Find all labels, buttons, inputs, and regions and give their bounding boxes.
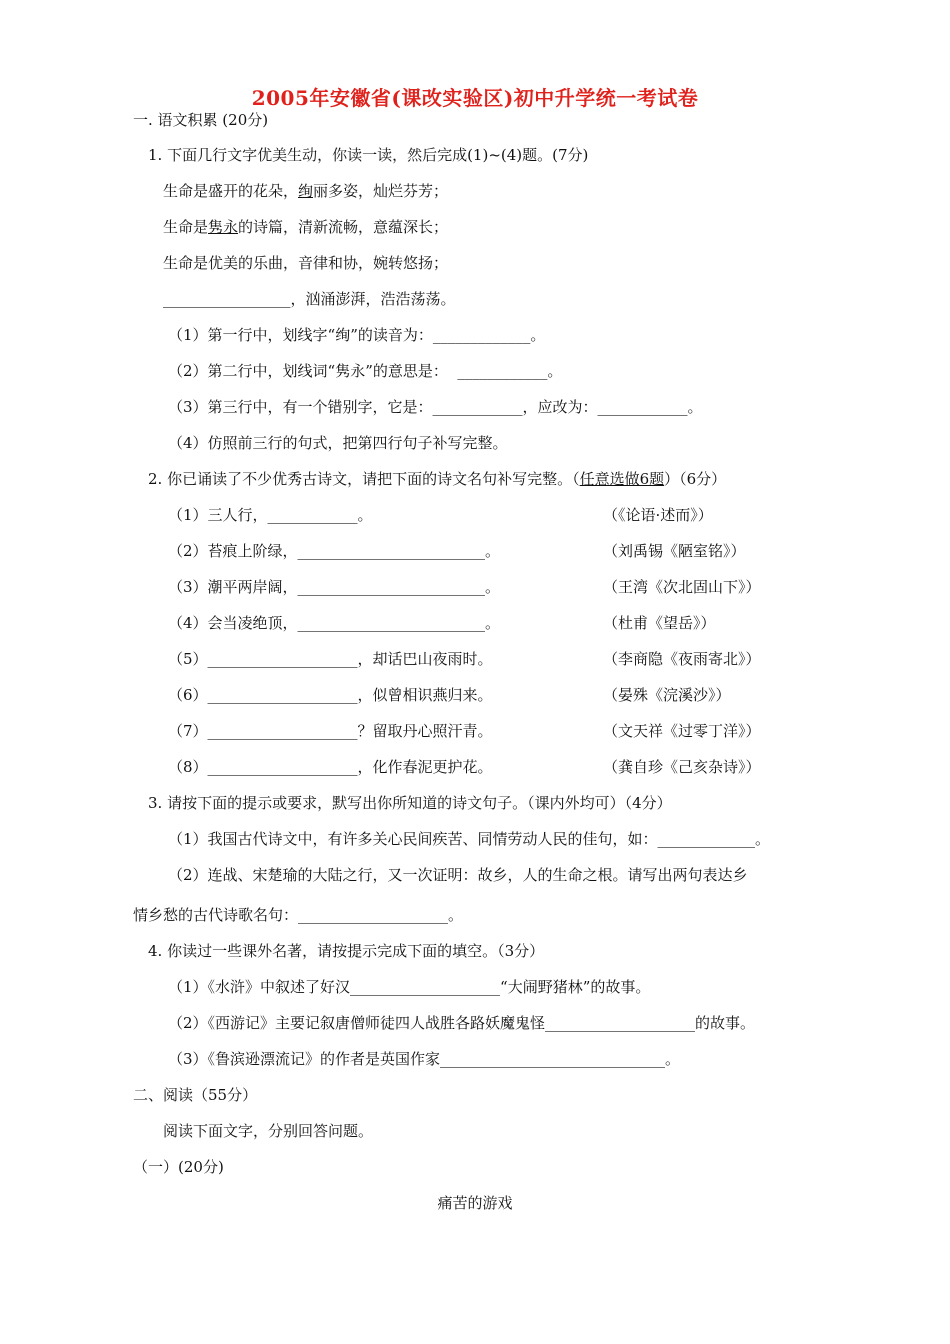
q2-item: （1）三人行，____________。 [168,506,373,524]
section-2-heading: 二、阅读（55分） [133,1086,258,1104]
reading-intro: 阅读下面文字，分别回答问题。 [163,1122,374,1140]
q2-item-source: （王湾《次北固山下》） [603,578,761,596]
q1-sub-3: （3）第三行中，有一个错别字，它是：____________，应改为：____________。 [168,398,703,416]
poem-line-3: 生命是优美的乐曲，音律和协，婉转悠扬； [163,254,449,272]
q2-item-source: （刘禹锡《陋室铭》） [603,542,746,560]
q2-item-source: （李商隐《夜雨寄北》） [603,650,761,668]
poem-line-4: _________________，汹涌澎湃，浩浩荡荡。 [163,290,456,308]
q2-item-source: （龚自珍《己亥杂诗》） [603,758,761,776]
q4-sub-2: （2）《西游记》主要记叙唐僧师徒四人战胜各路妖魔鬼怪____________________的故事。 [168,1014,756,1032]
question-3-stem: 3. 请按下面的提示或要求，默写出你所知道的诗文句子。（课内外均可）（4分） [148,794,672,812]
q1-sub-4: （4）仿照前三行的句式，把第四行句子补写完整。 [168,434,508,452]
q2-item: （4）会当凌绝顶，_________________________。 [168,614,501,632]
poem-line-1: 生命是盛开的花朵，绚丽多姿，灿烂芬芳； [163,182,449,200]
q4-sub-3: （3）《鲁滨逊漂流记》的作者是英国作家______________________________。 [168,1050,681,1068]
q2-item-source: （杜甫《望岳》） [603,614,716,632]
q2-item: （3）潮平两岸阔，_________________________。 [168,578,501,596]
q4-sub-1: （1）《水浒》中叙述了好汉____________________“大闹野猪林”的故事。 [168,978,651,996]
q2-item-source: （晏殊《浣溪沙》） [603,686,731,704]
poem-line-2: 生命是隽永的诗篇，清新流畅，意蕴深长； [163,218,449,236]
q2-item: （5）____________________，却话巴山夜雨时。 [168,650,493,668]
question-4-stem: 4. 你读过一些课外名著，请按提示完成下面的填空。（3分） [148,942,545,960]
section-1-heading: 一. 语文积累 (20分) [133,111,269,129]
page-title: 2005年安徽省(课改实验区)初中升学统一考试卷 [251,86,699,110]
q2-item: （2）苔痕上阶绿，_________________________。 [168,542,501,560]
question-1-stem: 1. 下面几行文字优美生动，你读一读，然后完成(1)~(4)题。(7分) [148,146,589,164]
question-2-stem: 2. 你已诵读了不少优秀古诗文，请把下面的诗文名句补写完整。（任意选做6题）（6分） [148,470,727,488]
q2-item: （6）____________________，似曾相识燕归来。 [168,686,493,704]
q2-item: （7）____________________？留取丹心照汗青。 [168,722,493,740]
q3-sub-2: （2）连战、宋楚瑜的大陆之行，又一次证明：故乡，人的生命之根。请写出两句表达乡 [168,866,748,884]
q3-sub-1: （1）我国古代诗文中，有许多关心民间疾苦、同情劳动人民的佳句，如：_____________。 [168,830,771,848]
essay-title: 痛苦的游戏 [437,1194,513,1212]
q3-sub-2-continued: 情乡愁的古代诗歌名句：____________________。 [133,906,464,924]
q2-item: （8）____________________，化作春泥更护花。 [168,758,493,776]
q2-item-source: （《论语·述而》） [603,506,713,524]
q1-sub-1: （1）第一行中，划线字“绚”的读音为：_____________。 [168,326,546,344]
q1-sub-2: （2）第二行中，划线词“隽永”的意思是： ____________。 [168,362,563,380]
reading-part-heading: （一）(20分) [133,1158,224,1176]
q2-item-source: （文天祥《过零丁洋》） [603,722,761,740]
